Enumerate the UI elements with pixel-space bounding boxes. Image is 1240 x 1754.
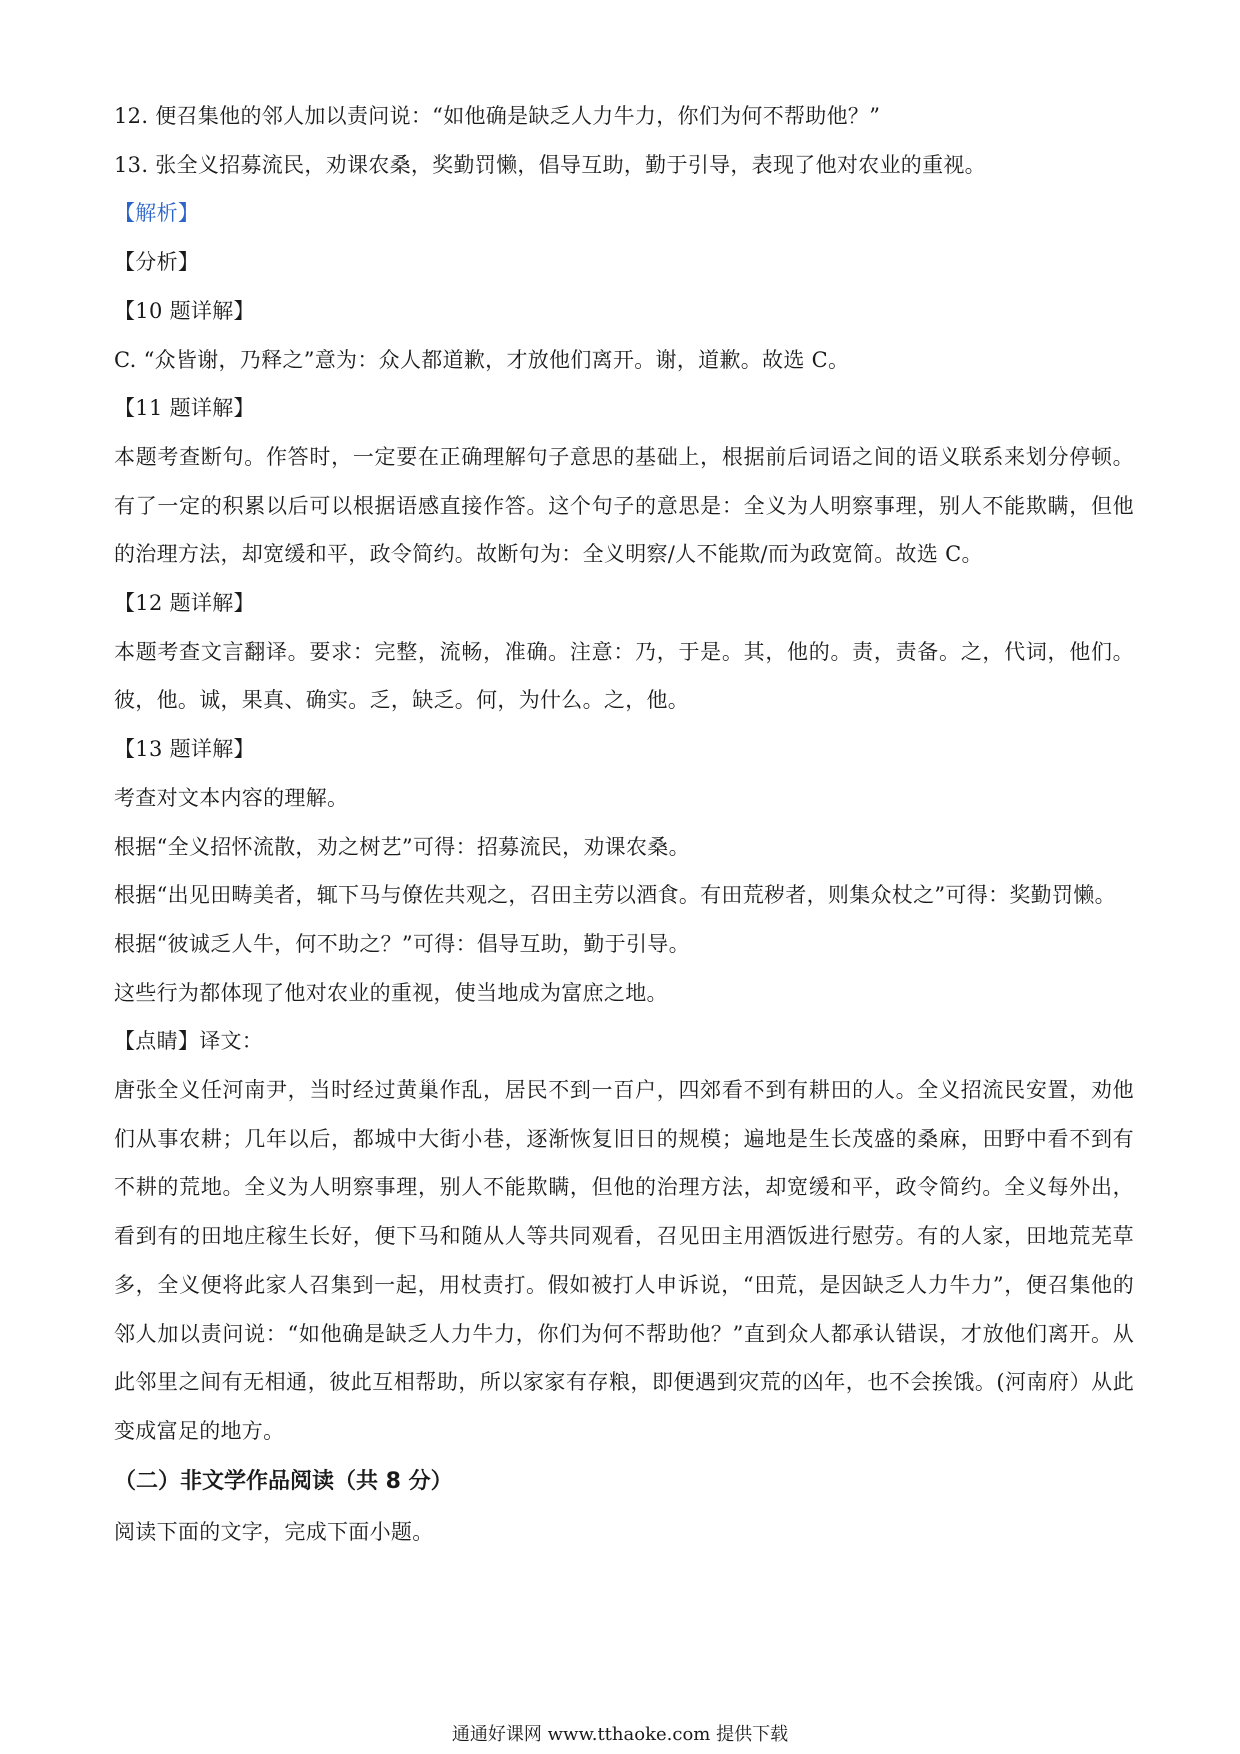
q13-line-1: 考查对文本内容的理解。 xyxy=(114,785,349,810)
analysis-heading: 【解析】 xyxy=(114,201,200,226)
q10-explanation: C. “众皆谢，乃释之”意为：众人都道歉，才放他们离开。谢，道歉。故选 C。 xyxy=(114,347,850,372)
analysis-subheading: 【分析】 xyxy=(114,250,200,275)
answer-13: 13. 张全义招募流民，劝课农桑，奖勤罚懒，倡导互助，勤于引导，表现了他对农业的重视。 xyxy=(114,152,986,177)
q13-line-5: 这些行为都体现了他对农业的重视，使当地成为富庶之地。 xyxy=(114,980,668,1005)
q12-explanation: 本题考查文言翻译。要求：完整，流畅，准确。注意：乃，于是。其，他的。责，责备。之，代词，他们。彼，他。诚，果真、确实。乏，缺乏。何，为什么。之，他。 xyxy=(114,639,1134,713)
section-2-instructions: 阅读下面的文字，完成下面小题。 xyxy=(114,1519,434,1544)
page-footer: 通通好课网 www.tthaoke.com 提供下载 xyxy=(451,1724,789,1745)
q10-heading: 【10 题详解】 xyxy=(114,298,255,323)
q13-line-2: 根据“全义招怀流散，劝之树艺”可得：招募流民，劝课农桑。 xyxy=(114,834,690,859)
dianjing-heading: 【点睛】译文： xyxy=(114,1029,264,1054)
document-body xyxy=(114,92,1134,1556)
q13-heading: 【13 题详解】 xyxy=(114,737,255,762)
q13-line-3: 根据“出见田畴美者，辄下马与僚佐共观之，召田主劳以酒食。有田荒秽者，则集众杖之”可得：奖勤罚懒。 xyxy=(114,883,1116,908)
section-2-title: （二）非文学作品阅读（共 8 分） xyxy=(114,1468,453,1494)
q12-heading: 【12 题详解】 xyxy=(114,591,255,616)
translation-paragraph: 唐张全义任河南尹，当时经过黄巢作乱，居民不到一百户，四郊看不到有耕田的人。全义招流民安置，劝他们从事农耕；几年以后，都城中大街小巷，逐渐恢复旧日的规模；遍地是生长茂盛的桑麻，田野中看不到有不耕的荒地。全义为人明察事理，别人不能欺瞒，但他的治理方法，却宽缓和平，政令简约。全义每外出，看到有的田地庄稼生长好，便下马和随从人等共同观看，召见田主用酒饭进行慰劳。有的人家，田地荒芜草多，全义便将此家人召集到一起，用杖责打。假如被打人申诉说，“田荒，是因缺乏人力牛力”，便召集他的邻人加以责问说：“如他确是缺乏人力牛力，你们为何不帮助他？”直到众人都承认错误，才放他们离开。从此邻里之间有无相通，彼此互相帮助，所以家家有存粮，即便遇到灾荒的凶年，也不会挨饿。(河南府）从此变成富足的地方。 xyxy=(114,1078,1134,1443)
q13-line-4: 根据“彼诚乏人牛，何不助之？”可得：倡导互助，勤于引导。 xyxy=(114,931,690,956)
q11-heading: 【11 题详解】 xyxy=(114,396,255,421)
answer-12: 12. 便召集他的邻人加以责问说：“如他确是缺乏人力牛力，你们为何不帮助他？” xyxy=(114,104,881,128)
q11-explanation: 本题考查断句。作答时，一定要在正确理解句子意思的基础上，根据前后词语之间的语义联系来划分停顿。有了一定的积累以后可以根据语感直接作答。这个句子的意思是：全义为人明察事理，别人不能欺瞒，但他的治理方法，却宽缓和平，政令简约。故断句为：全义明察/人不能欺/而为政宽简。故选 C。 xyxy=(114,444,1134,567)
